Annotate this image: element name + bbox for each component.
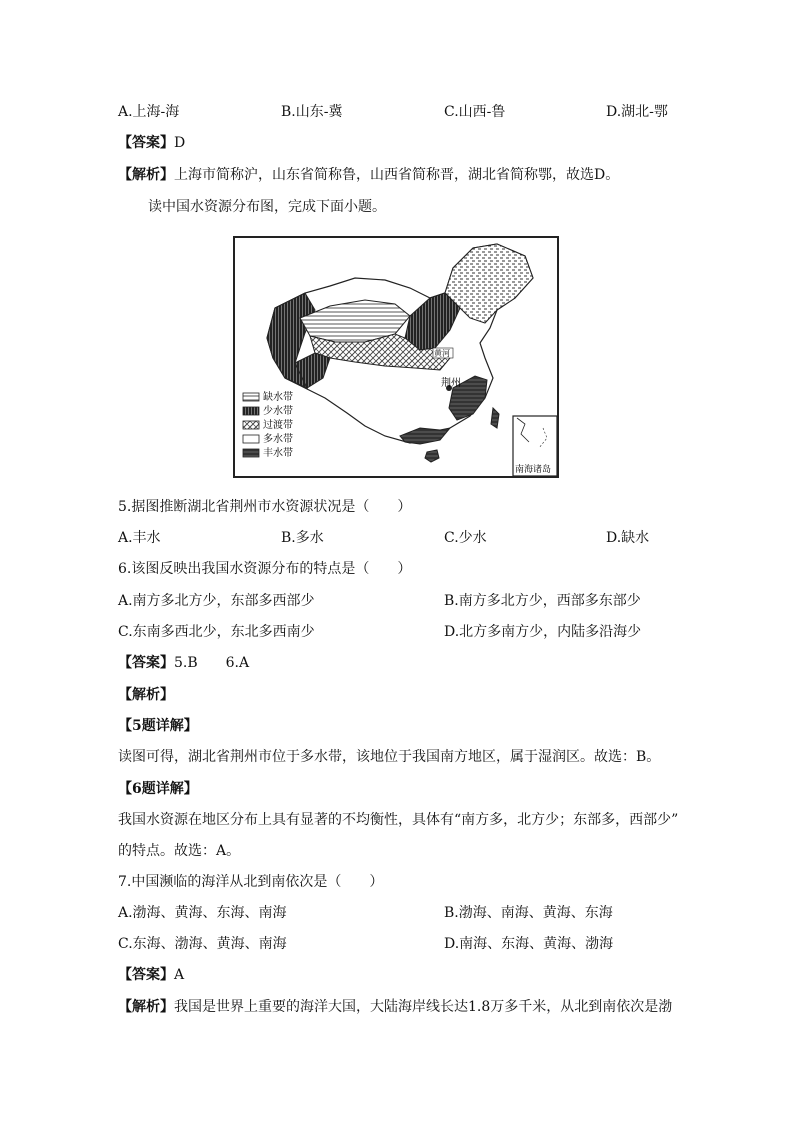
q6-option-a: A.南方多北方少，东部多西部少 (118, 593, 315, 609)
q7-option-b: B.渤海、南海、黄海、东海 (444, 905, 613, 921)
q6-stem: 6.该图反映出我国水资源分布的特点是（ ） (118, 561, 412, 577)
map-legend (243, 390, 293, 459)
q56-answer (118, 653, 249, 673)
q6-option-d: D.北方多南方少，内陆多沿海少 (444, 624, 642, 640)
q4-option-c: C.山西-鲁 (444, 104, 506, 120)
answer-tag: 【答案】 (118, 655, 174, 671)
q56-analysis-tag: 【解析】 (118, 687, 174, 703)
q4-analysis (118, 165, 619, 185)
legend-transition: 过渡带 (263, 420, 293, 431)
analysis-text: 我国是世界上重要的海洋大国，大陆海岸线长达1.8万多千米，从北到南依次是渤 (174, 999, 673, 1015)
analysis-tag: 【解析】 (118, 999, 174, 1015)
label-jingzhou: 荆州 (441, 378, 461, 389)
water-resource-map (233, 236, 559, 478)
q5-option-d: D.缺水 (606, 530, 650, 546)
legend-abundant: 丰水带 (263, 448, 293, 459)
q5-option-c: C.少水 (444, 530, 487, 546)
q7-option-d: D.南海、东海、黄海、渤海 (444, 936, 614, 952)
q5-detail: 读图可得，湖北省荆州市位于多水带，该地位于我国南方地区，属于湿润区。故选：B。 (118, 749, 661, 765)
q7-analysis (118, 997, 672, 1017)
legend-lack: 缺水带 (263, 392, 293, 403)
q4-option-d: D.湖北-鄂 (606, 104, 668, 120)
q6-detail-tag: 【6题详解】 (118, 781, 198, 797)
q7-stem: 7.中国濒临的海洋从北到南依次是（ ） (118, 874, 384, 890)
q5-stem: 5.据图推断湖北省荆州市水资源状况是（ ） (118, 499, 412, 515)
q4-option-a: A.上海-海 (118, 104, 180, 120)
q6-option-b: B.南方多北方少，西部多东部少 (444, 593, 641, 609)
q5-option-b: B.多水 (281, 530, 324, 546)
answer-value: A (174, 967, 185, 983)
china-map-illustration (235, 238, 557, 476)
label-inset: 南海诸岛 (515, 465, 552, 475)
reading-intro: 读中国水资源分布图，完成下面小题。 (148, 199, 386, 215)
legend-less: 少水带 (263, 406, 293, 417)
answer-value: D (174, 135, 186, 151)
answer-value: 5.B 6.A (174, 655, 250, 671)
label-huanghe: 黄河 (434, 349, 450, 358)
answer-tag: 【答案】 (118, 135, 174, 151)
q4-option-b: B.山东-冀 (281, 104, 343, 120)
q7-option-a: A.渤海、黄海、东海、南海 (118, 905, 287, 921)
q7-answer (118, 965, 184, 985)
q4-answer (118, 133, 185, 153)
legend-more: 多水带 (263, 434, 293, 445)
q6-detail-line1: 我国水资源在地区分布上具有显著的不均衡性，具体有“南方多，北方少；东部多，西部少” (118, 812, 679, 828)
q5-detail-tag: 【5题详解】 (118, 718, 198, 734)
q7-option-c: C.东海、渤海、黄海、南海 (118, 936, 287, 952)
analysis-tag: 【解析】 (118, 167, 174, 183)
q5-option-a: A.丰水 (118, 530, 161, 546)
analysis-text: 上海市简称沪，山东省简称鲁，山西省简称晋，湖北省简称鄂，故选D。 (174, 167, 620, 183)
q6-option-c: C.东南多西北少，东北多西南少 (118, 624, 315, 640)
q6-detail-line2: 的特点。故选：A。 (118, 843, 241, 859)
answer-tag: 【答案】 (118, 967, 174, 983)
